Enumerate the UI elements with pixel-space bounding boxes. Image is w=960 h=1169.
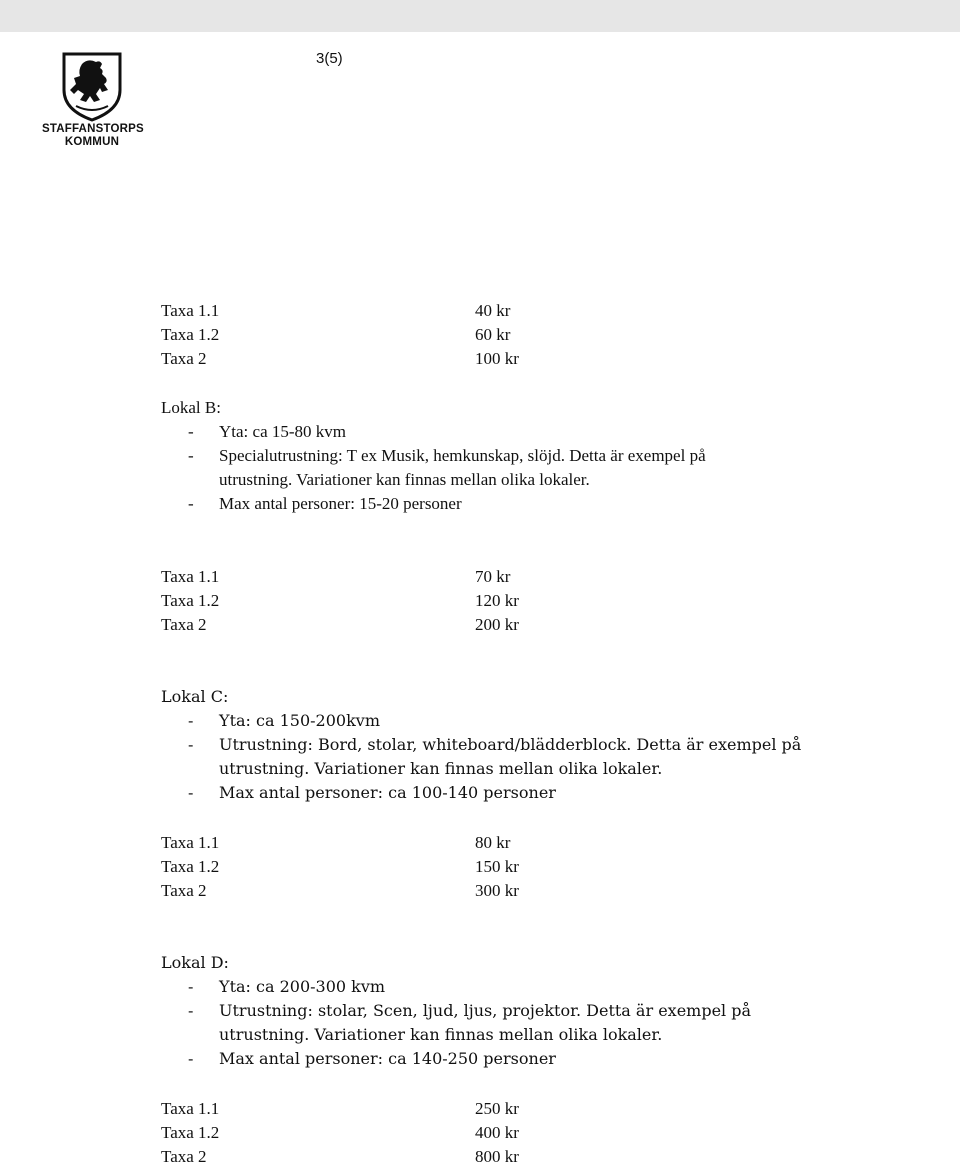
list-item-text: Max antal personer: ca 140-250 personer xyxy=(219,1049,556,1068)
list-item-text: Yta: ca 150-200kvm xyxy=(219,711,380,730)
taxa-row xyxy=(161,831,561,855)
taxa-row xyxy=(161,589,561,613)
lokal-heading: Lokal B: xyxy=(161,398,221,417)
taxa-label: Taxa 1.2 xyxy=(161,325,220,344)
taxa-row xyxy=(161,1121,561,1145)
taxa-table xyxy=(161,565,561,637)
taxa-row xyxy=(161,299,561,323)
list-item-text: utrustning. Variationer kan finnas mellan olika lokaler. xyxy=(219,470,590,489)
list-item: - Utrustning: Bord, stolar, whiteboard/blädderblock. Detta är exempel på xyxy=(188,735,802,754)
list-item: - Yta: ca 15-80 kvm xyxy=(188,422,346,441)
taxa-label: Taxa 1.2 xyxy=(161,857,220,876)
logo-line-1: STAFFANSTORPS xyxy=(42,123,144,135)
taxa-amount: 70 kr xyxy=(475,567,511,586)
taxa-row xyxy=(161,565,561,589)
list-item-text: Utrustning: Bord, stolar, whiteboard/blädderblock. Detta är exempel på xyxy=(219,735,802,754)
taxa-amount: 60 kr xyxy=(475,325,511,344)
list-item-text: Max antal personer: ca 100-140 personer xyxy=(219,783,556,802)
list-item-continuation xyxy=(161,468,861,492)
taxa-amount: 100 kr xyxy=(475,349,519,368)
taxa-row xyxy=(161,347,561,371)
list-item: - Yta: ca 200-300 kvm xyxy=(188,977,386,996)
taxa-label: Taxa 1.1 xyxy=(161,833,220,852)
taxa-label: Taxa 1.1 xyxy=(161,301,220,320)
lokal-heading: Lokal D: xyxy=(161,953,229,972)
taxa-amount: 80 kr xyxy=(475,833,511,852)
list-item-text: Specialutrustning: T ex Musik, hemkunskap, slöjd. Detta är exempel på xyxy=(219,446,706,465)
taxa-amount: 300 kr xyxy=(475,881,519,900)
list-item: - Max antal personer: ca 100-140 personer xyxy=(188,783,556,802)
taxa-label: Taxa 2 xyxy=(161,349,207,368)
taxa-table xyxy=(161,1097,561,1169)
taxa-label: Taxa 2 xyxy=(161,881,207,900)
taxa-row xyxy=(161,1097,561,1121)
taxa-amount: 800 kr xyxy=(475,1147,519,1166)
taxa-row xyxy=(161,879,561,903)
list-item: - Max antal personer: ca 140-250 personer xyxy=(188,1049,556,1068)
list-item-text: utrustning. Variationer kan finnas mellan olika lokaler. xyxy=(219,759,663,778)
taxa-label: Taxa 2 xyxy=(161,1147,207,1166)
lokal-c-section xyxy=(161,685,861,805)
logo-line-2: KOMMUN xyxy=(64,136,120,148)
list-item: - Max antal personer: 15-20 personer xyxy=(188,494,462,513)
taxa-amount: 150 kr xyxy=(475,857,519,876)
list-item: - Specialutrustning: T ex Musik, hemkunskap, slöjd. Detta är exempel på xyxy=(188,446,706,465)
lokal-b-section xyxy=(161,396,861,516)
taxa-row xyxy=(161,855,561,879)
list-item: - Utrustning: stolar, Scen, ljud, ljus, projektor. Detta är exempel på xyxy=(188,1001,752,1020)
taxa-row xyxy=(161,323,561,347)
taxa-row xyxy=(161,613,561,637)
lokal-d-section xyxy=(161,951,861,1071)
list-item-text: Yta: ca 15-80 kvm xyxy=(219,422,346,441)
taxa-table xyxy=(161,831,561,903)
list-item-text: utrustning. Variationer kan finnas mellan olika lokaler. xyxy=(219,1025,663,1044)
taxa-row xyxy=(161,1145,561,1169)
taxa-label: Taxa 1.2 xyxy=(161,591,220,610)
list-item-text: Max antal personer: 15-20 personer xyxy=(219,494,462,513)
taxa-amount: 200 kr xyxy=(475,615,519,634)
taxa-label: Taxa 1.1 xyxy=(161,1099,220,1118)
taxa-amount: 400 kr xyxy=(475,1123,519,1142)
taxa-amount: 250 kr xyxy=(475,1099,519,1118)
page-number: 3(5) xyxy=(316,50,343,67)
list-item-continuation xyxy=(161,757,861,781)
taxa-label: Taxa 2 xyxy=(161,615,207,634)
lokal-heading: Lokal C: xyxy=(161,687,229,706)
list-item-text: Yta: ca 200-300 kvm xyxy=(219,977,386,996)
taxa-label: Taxa 1.1 xyxy=(161,567,220,586)
list-item: - Yta: ca 150-200kvm xyxy=(188,711,380,730)
taxa-label: Taxa 1.2 xyxy=(161,1123,220,1142)
taxa-amount: 120 kr xyxy=(475,591,519,610)
taxa-table xyxy=(161,299,561,371)
taxa-amount: 40 kr xyxy=(475,301,511,320)
list-item-text: Utrustning: stolar, Scen, ljud, ljus, projektor. Detta är exempel på xyxy=(219,1001,752,1020)
list-item-continuation xyxy=(161,1023,861,1047)
